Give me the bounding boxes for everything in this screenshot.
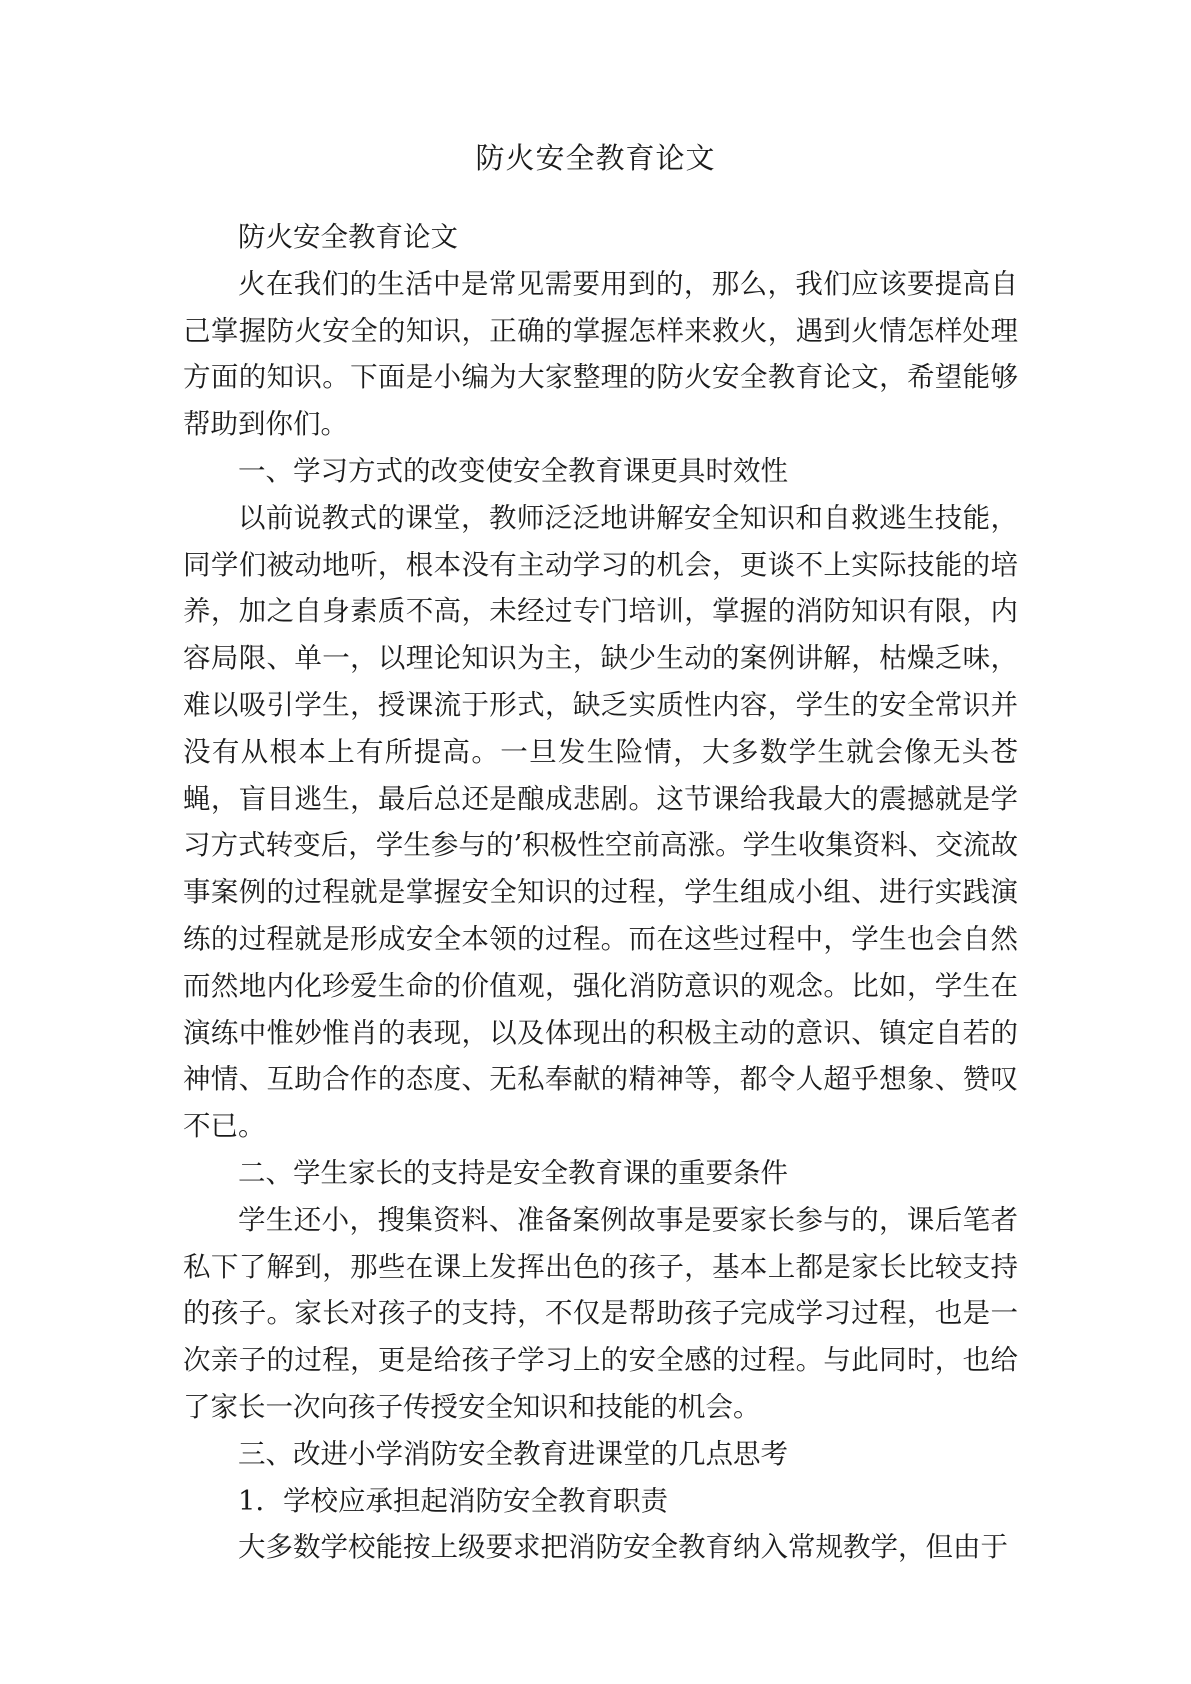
document-body xyxy=(183,214,1018,1571)
section-heading-2: 二、学生家长的支持是安全教育课的重要条件 xyxy=(238,1156,788,1189)
intro-paragraph: 火在我们的生活中是常见需要用到的，那么，我们应该要提高自己掌握防火安全的知识，正确的掌握怎样来救火，遇到火情怎样处理方面的知识。下面是小编为大家整理的防火安全教育论文，希望能够帮助到你们。 xyxy=(183,267,1018,441)
section-heading-1: 一、学习方式的改变使安全教育课更具时效性 xyxy=(238,454,788,487)
body-paragraph: 大多数学校能按上级要求把消防安全教育纳入常规教学，但由于 xyxy=(238,1531,1008,1564)
section-heading-3: 三、改进小学消防安全教育进课堂的几点思考 xyxy=(238,1437,788,1470)
document-title: 防火安全教育论文 xyxy=(475,141,716,175)
subsection-heading-1: 1．学校应承担起消防安全教育职责 xyxy=(238,1484,668,1517)
body-paragraph: 学生还小，搜集资料、准备案例故事是要家长参与的，课后笔者私下了解到，那些在课上发挥出色的孩子，基本上都是家长比较支持的孩子。家长对孩子的支持，不仅是帮助孩子完成学习过程，也是一次亲子的过程，更是给孩子学习上的安全感的过程。与此同时，也给了家长一次向孩子传授安全知识和技能的机会。 xyxy=(183,1203,1018,1423)
body-paragraph: 以前说教式的课堂，教师泛泛地讲解安全知识和自救逃生技能，同学们被动地听，根本没有主动学习的机会，更谈不上实际技能的培养，加之自身素质不高，未经过专门培训，掌握的消防知识有限，内容局限、单一，以理论知识为主，缺少生动的案例讲解，枯燥乏味，难以吸引学生，授课流于形式，缺乏实质性内容，学生的安全常识并没有从根本上有所提高。一旦发生险情，大多数学生就会像无头苍蝇，盲目逃生，最后总还是酿成悲剧。这节课给我最大的震撼就是学习方式转变后，学生参与的’积极性空前高涨。学生收集资料、交流故事案例的过程就是掌握安全知识的过程，学生组成小组、进行实践演练的过程就是形成安全本领的过程。而在这些过程中，学生也会自然而然地内化珍爱生命的价值观，强化消防意识的观念。比如，学生在演练中惟妙惟肖的表现，以及体现出的积极主动的意识、镇定自若的神情、互助合作的态度、无私奉献的精神等，都令人超乎想象、赞叹不已。 xyxy=(183,501,1018,1143)
subtitle-paragraph: 防火安全教育论文 xyxy=(238,221,458,253)
